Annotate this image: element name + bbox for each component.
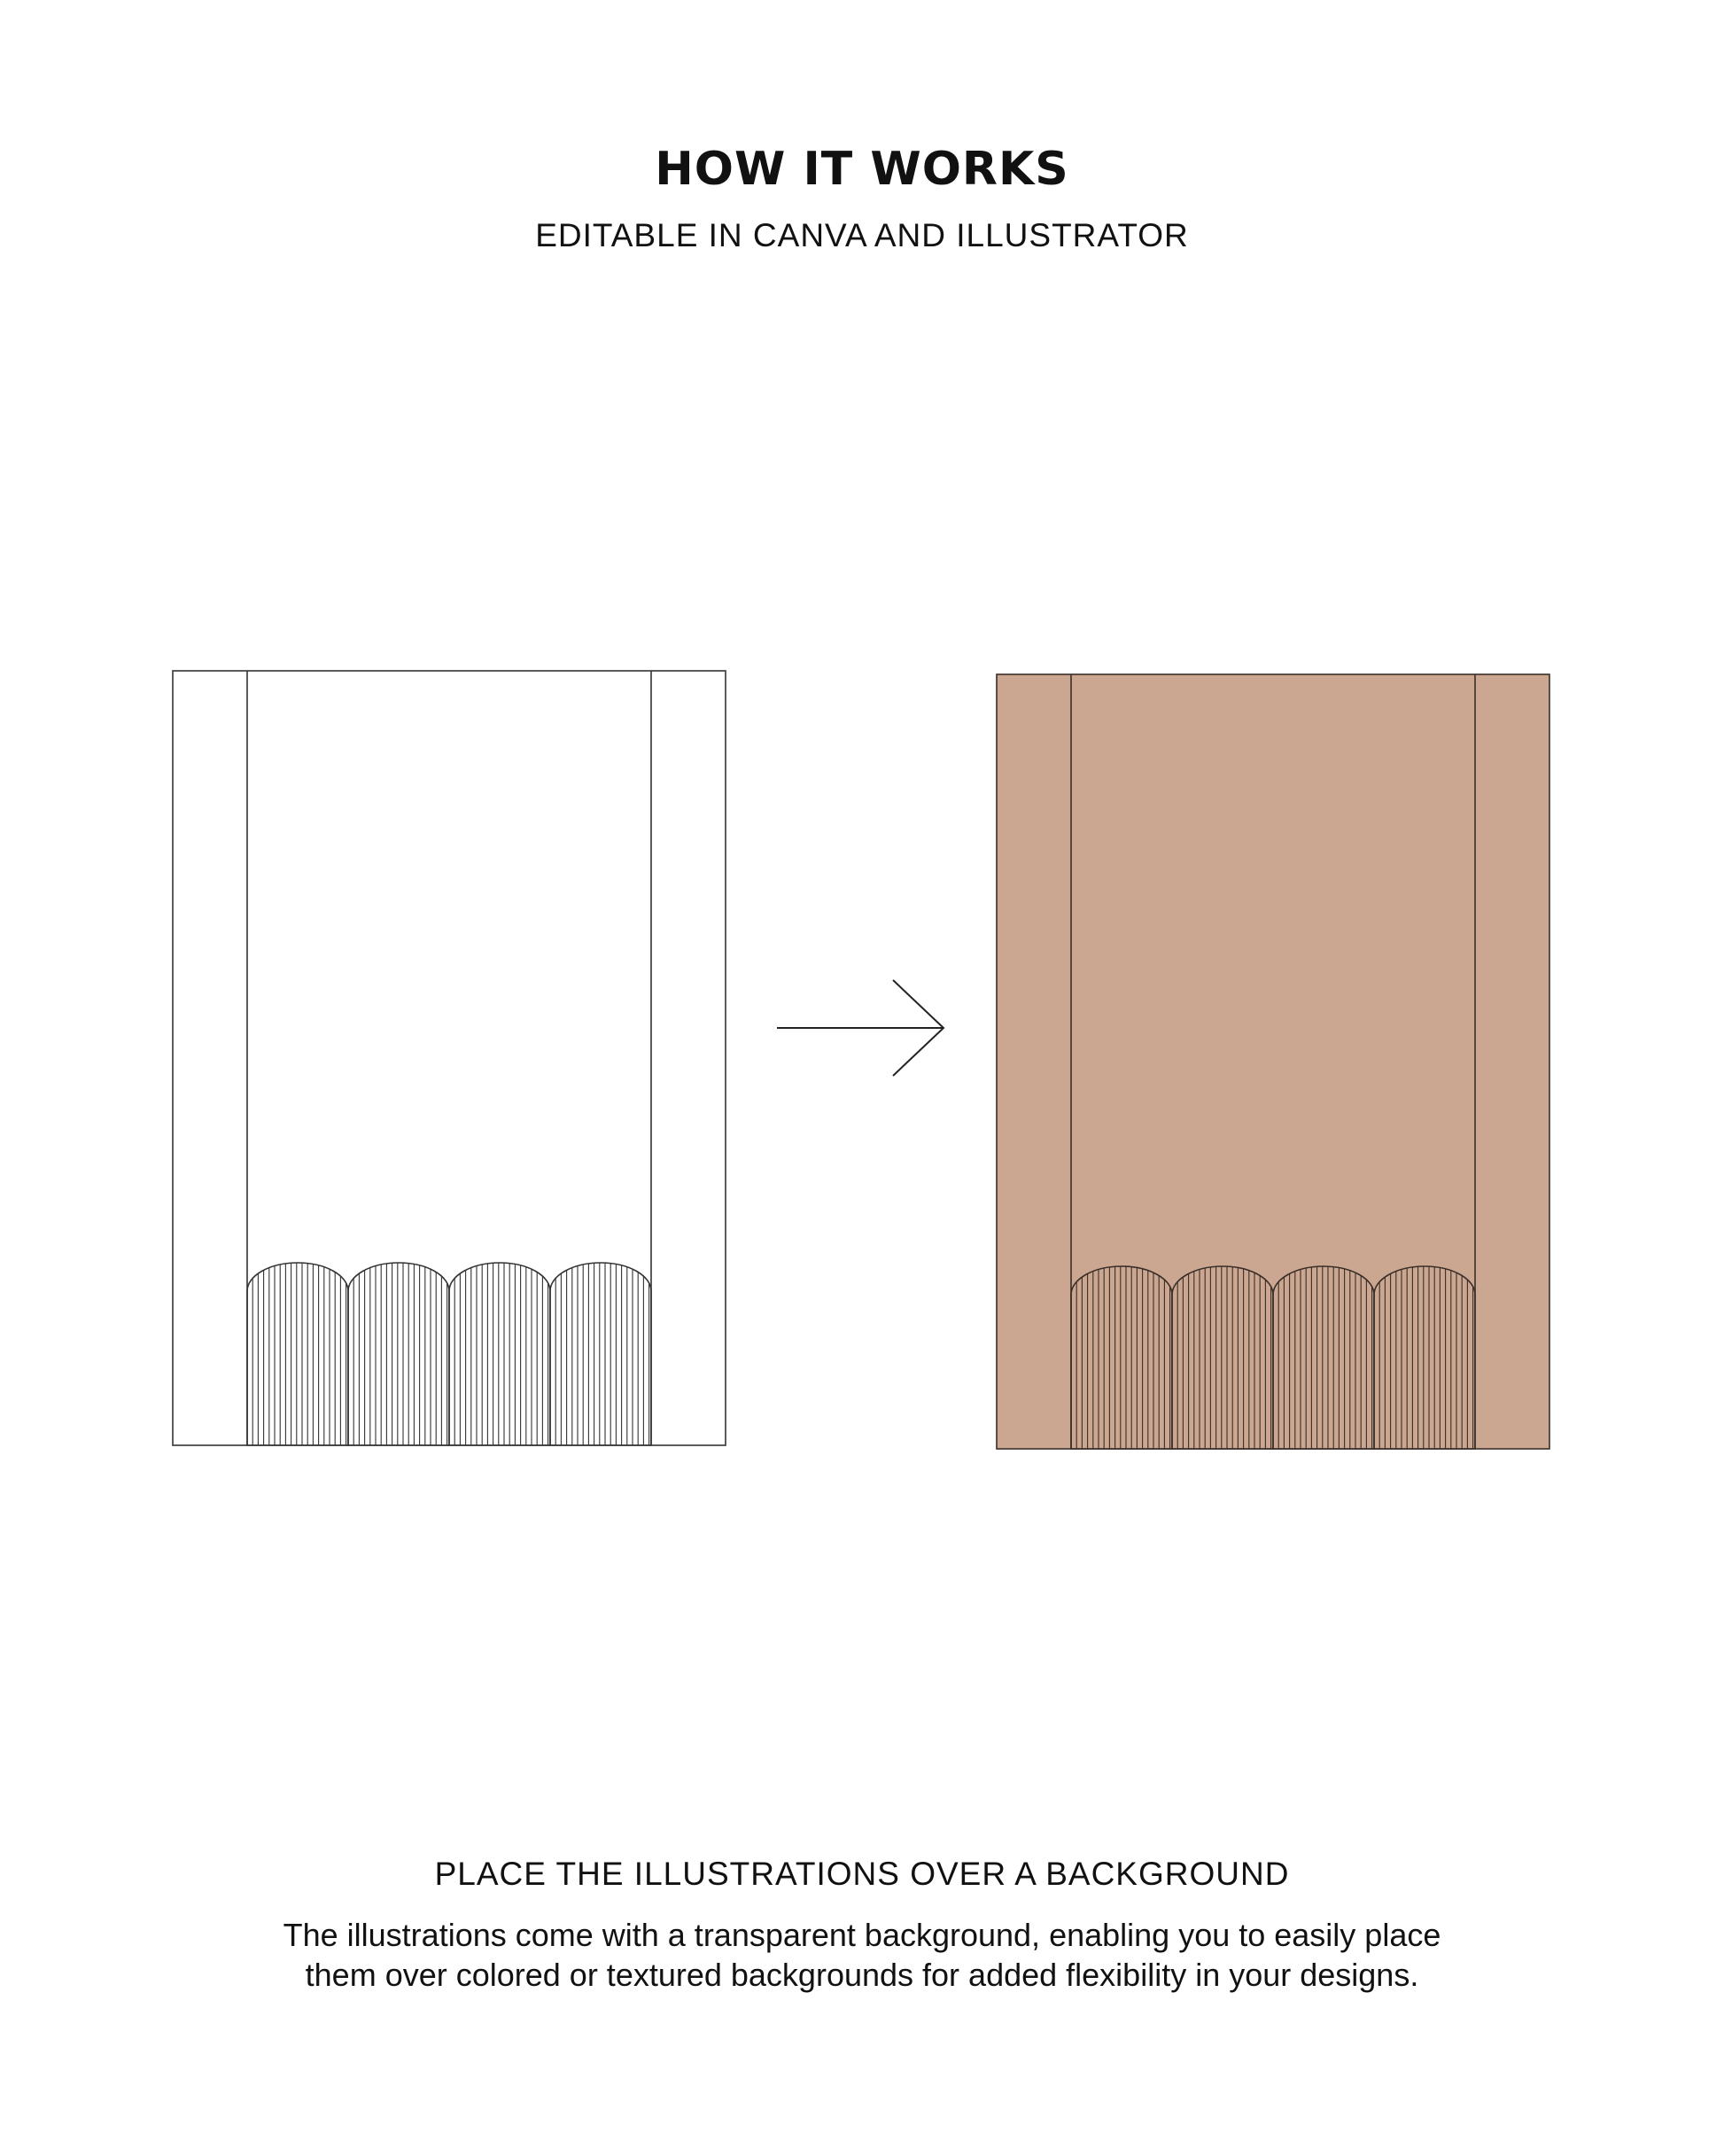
illustrations-svg (0, 656, 1724, 1471)
header (0, 142, 1724, 256)
page-subtitle: EDITABLE IN CANVA AND ILLUSTRATOR (535, 217, 1189, 254)
illustrations-comparison (0, 656, 1724, 1471)
footer-description (198, 1915, 1526, 1995)
footer-description-line: The illustrations come with a transparent background, enabling you to easily place (283, 1917, 1441, 1954)
illustration-on-colored-background (997, 674, 1549, 1449)
arrow-right-icon (777, 980, 944, 1076)
page-title: HOW IT WORKS (655, 143, 1069, 196)
illustration-transparent-background (173, 671, 726, 1445)
footer (0, 1855, 1724, 1995)
footer-heading: PLACE THE ILLUSTRATIONS OVER A BACKGROUND (434, 1856, 1290, 1892)
footer-description-line: them over colored or textured backgrounds for added flexibility in your designs. (305, 1957, 1419, 1994)
